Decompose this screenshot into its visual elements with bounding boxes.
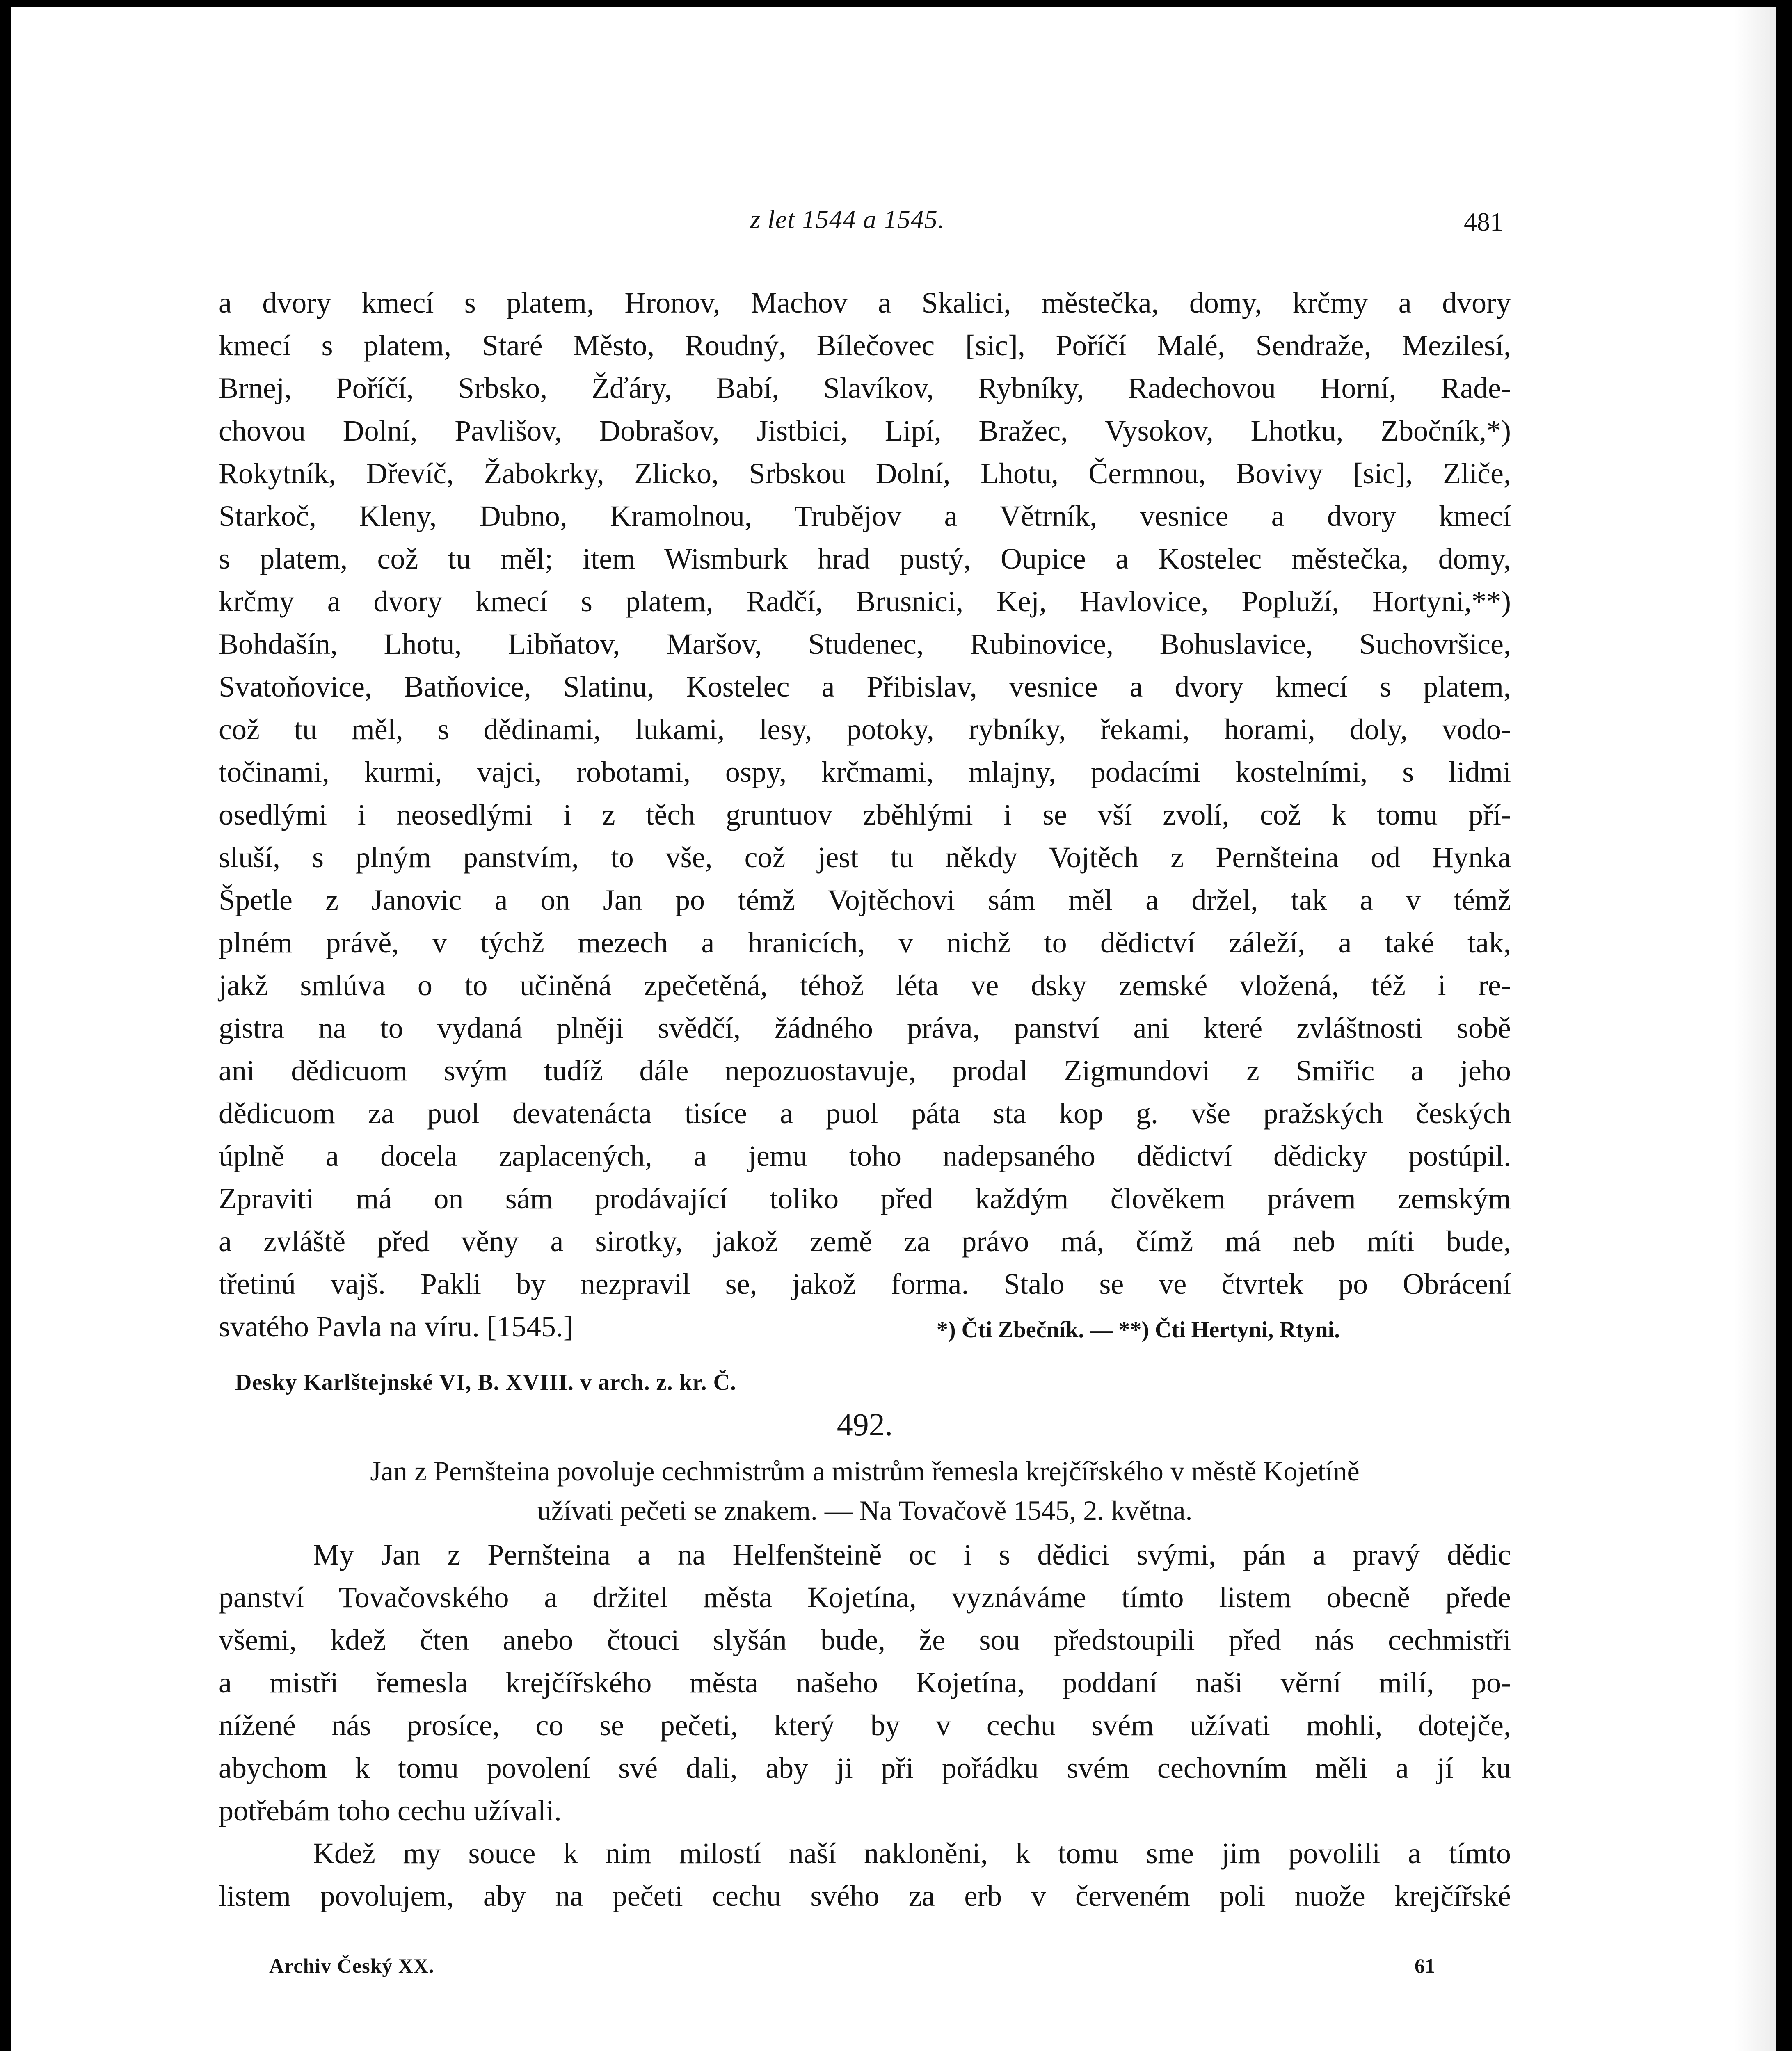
- source-citation: Desky Karlštejnské VI, B. XVIII. v arch. z. kr. Č.: [235, 1370, 736, 1395]
- text-line: potřebám toho cechu užívali.: [219, 1794, 562, 1827]
- footnotes: *) Čti Zbečník. — **) Čti Hertyni, Rtyni.: [937, 1317, 1340, 1343]
- text-line: listem povolujem, aby na pečeti cechu svého za erb v červeném poli nuože krejčířské: [219, 1880, 1511, 1912]
- text-line: všemi, kdež čten anebo čtouci slyšán bude, že sou předstoupili před nás cechmistři: [219, 1624, 1511, 1656]
- page-edge-shadow: [1735, 7, 1776, 2051]
- text-line: panství Tovačovského a držitel města Kojetína, vyznáváme tímto listem obecně přede: [219, 1581, 1511, 1614]
- text-block-area: [219, 7, 1511, 2051]
- text-line: Rokytník, Dřevíč, Žabokrky, Zlicko, Srbskou Dolní, Lhotu, Čermnou, Bovivy [sic], Zliče,: [219, 457, 1511, 490]
- text-line: úplně a docela zaplacených, a jemu toho nadepsaného dědictví dědicky postúpil.: [219, 1140, 1511, 1172]
- text-line: chovou Dolní, Pavlišov, Dobrašov, Jistbici, Lipí, Bražec, Vysokov, Lhotku, Zbočník,*): [219, 414, 1511, 447]
- document-number: 492.: [837, 1407, 893, 1442]
- text-line: Brnej, Poříčí, Srbsko, Žďáry, Babí, Slavíkov, Rybníky, Radechovou Horní, Rade-: [219, 372, 1511, 404]
- text-line-final: svatého Pavla na víru. [1545.]: [219, 1310, 573, 1343]
- text-line: sluší, s plným panstvím, to vše, což jest tu někdy Vojtěch z Pernšteina od Hynka: [219, 841, 1511, 874]
- final-line-with-footnotes: [219, 1305, 1511, 1348]
- text-line: Špetle z Janovic a on Jan po témž Vojtěchovi sám měl a držel, tak a v témž: [219, 884, 1511, 916]
- text-line: s platem, což tu měl; item Wismburk hrad pustý, Oupice a Kostelec městečka, domy,: [219, 542, 1511, 575]
- text-line: což tu měl, s dědinami, lukami, lesy, potoky, rybníky, řekami, horami, doly, vodo-: [219, 713, 1511, 746]
- text-line: a zvláště před věny a sirotky, jakož země za právo má, čímž má neb míti bude,: [219, 1225, 1511, 1258]
- footer-signature: 61: [1415, 1954, 1435, 1977]
- text-line: a dvory kmecí s platem, Hronov, Machov a Skalici, městečka, domy, krčmy a dvory: [219, 286, 1511, 319]
- text-line: Bohdašín, Lhotu, Libňatov, Maršov, Studenec, Rubinovice, Bohuslavice, Suchovršice,: [219, 628, 1511, 660]
- text-line: dědicuom za puol devatenácta tisíce a puol páta sta kop g. vše pražských českých: [219, 1097, 1511, 1130]
- text-line: nížené nás prosíce, co se pečeti, který by v cechu svém užívati mohli, dotejče,: [219, 1709, 1511, 1742]
- running-head: z let 1544 a 1545.: [750, 205, 945, 234]
- text-line: jakž smlúva o to učiněná zpečetěná, téhož léta ve dsky zemské vložená, též i re-: [219, 969, 1511, 1002]
- text-line: plném právě, v týchž mezech a hranicích, v nichž to dědictví záleží, a také tak,: [219, 926, 1511, 959]
- summary-line-2: užívati pečeti se znakem. — Na Tovačově 1545, 2. května.: [537, 1495, 1193, 1526]
- text-line: Kdež my souce k nim milostí naší nakloněni, k tomu sme jim povolili a tímto: [313, 1837, 1511, 1870]
- text-line: abychom k tomu povolení své dali, aby ji při pořádku svém cechovním měli a jí ku: [219, 1752, 1511, 1784]
- text-line: Svatoňovice, Batňovice, Slatinu, Kostelec a Přibislav, vesnice a dvory kmecí s platem,: [219, 670, 1511, 703]
- text-line: Zpraviti má on sám prodávající toliko před každým člověkem právem zemským: [219, 1182, 1511, 1215]
- text-line: osedlými i neosedlými i z těch gruntuov zběhlými i se vší zvolí, což k tomu pří-: [219, 798, 1511, 831]
- text-line: a mistři řemesla krejčířského města našeho Kojetína, poddaní naši věrní milí, po-: [219, 1666, 1511, 1699]
- text-line: ani dědicuom svým tudíž dále nepozuostavuje, prodal Zigmundovi z Smiřic a jeho: [219, 1054, 1511, 1087]
- document-summary: [219, 1451, 1511, 1530]
- footer-volume: Archiv Český XX.: [269, 1954, 434, 1977]
- page-number: 481: [1464, 207, 1503, 236]
- charter-text-492-preceding: [219, 281, 1511, 1348]
- text-line: točinami, kurmi, vajci, robotami, ospy, krčmami, mlajny, podacími kostelními, s lidmi: [219, 756, 1511, 788]
- text-line: gistra na to vydaná plněji svědčí, žádného práva, panství ani které zvláštnosti sobě: [219, 1012, 1511, 1044]
- document-page: [11, 7, 1776, 2051]
- text-line: krčmy a dvory kmecí s platem, Radčí, Brusnici, Kej, Havlovice, Popluží, Hortyni,**): [219, 585, 1511, 618]
- text-line: kmecí s platem, Staré Město, Roudný, Bílečovec [sic], Poříčí Malé, Sendraže, Mezilesí,: [219, 329, 1511, 362]
- text-line: My Jan z Pernšteina a na Helfenšteině oc i s dědici svými, pán a pravý dědic: [313, 1538, 1511, 1571]
- text-line: třetinú vajš. Pakli by nezpravil se, jakož forma. Stalo se ve čtvrtek po Obrácení: [219, 1268, 1511, 1300]
- text-line: Starkoč, Kleny, Dubno, Kramolnou, Trubějov a Větrník, vesnice a dvory kmecí: [219, 500, 1511, 532]
- summary-line-1: Jan z Pernšteina povoluje cechmistrům a mistrům řemesla krejčířského v městě Kojetíně: [370, 1455, 1360, 1487]
- charter-text-492: [219, 1533, 1511, 1917]
